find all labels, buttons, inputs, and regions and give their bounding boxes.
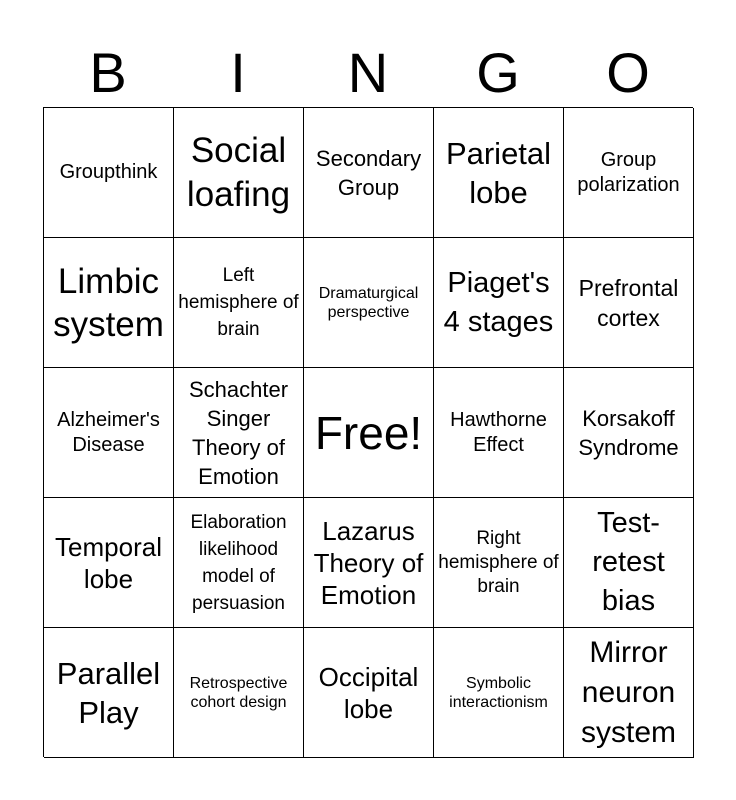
cell-text: Schachter Singer Theory of Emotion bbox=[188, 376, 289, 489]
bingo-cell bbox=[434, 368, 564, 498]
cell-text: Group polarization bbox=[577, 148, 680, 196]
cell-text: Hawthorne Effect bbox=[450, 408, 547, 456]
bingo-cell bbox=[174, 368, 304, 498]
bingo-card-grid bbox=[43, 107, 693, 757]
cell-text: Left hemisphere of brain bbox=[178, 265, 299, 340]
cell-text: Dramaturgical perspective bbox=[318, 284, 419, 321]
bingo-header bbox=[43, 40, 693, 106]
header-letter-i: I bbox=[230, 41, 246, 104]
bingo-cell bbox=[174, 628, 304, 758]
bingo-cell bbox=[44, 368, 174, 498]
bingo-cell bbox=[434, 628, 564, 758]
cell-text: Prefrontal cortex bbox=[578, 274, 679, 331]
cell-text: Symbolic interactionism bbox=[449, 674, 548, 711]
cell-text: Test-retest bias bbox=[592, 507, 665, 617]
bingo-cell bbox=[44, 628, 174, 758]
bingo-cell bbox=[44, 238, 174, 368]
bingo-cell bbox=[564, 238, 694, 368]
cell-text: Parallel Play bbox=[56, 655, 161, 730]
cell-text: Lazarus Theory of Emotion bbox=[313, 515, 424, 610]
cell-text: Piaget's 4 stages bbox=[443, 266, 554, 338]
bingo-cell bbox=[564, 628, 694, 758]
cell-text: Mirror neuron system bbox=[580, 635, 676, 749]
cell-text: Social loafing bbox=[186, 130, 291, 214]
bingo-cell bbox=[434, 108, 564, 238]
bingo-cell bbox=[434, 238, 564, 368]
bingo-cell bbox=[44, 498, 174, 628]
header-letter-o: O bbox=[606, 41, 650, 104]
header-letter-n: N bbox=[347, 41, 389, 104]
cell-text: Parietal lobe bbox=[445, 135, 552, 210]
cell-text: Occipital lobe bbox=[318, 661, 419, 724]
cell-text: Alzheimer's Disease bbox=[57, 408, 160, 456]
free-space-cell bbox=[304, 368, 434, 498]
cell-text: Temporal lobe bbox=[55, 531, 162, 594]
bingo-cell bbox=[304, 108, 434, 238]
bingo-cell bbox=[304, 498, 434, 628]
bingo-cell bbox=[434, 498, 564, 628]
header-letter-g: G bbox=[476, 41, 520, 104]
bingo-cell bbox=[564, 108, 694, 238]
bingo-cell bbox=[304, 238, 434, 368]
free-space-text: Free! bbox=[314, 406, 423, 459]
bingo-cell bbox=[174, 238, 304, 368]
bingo-cell bbox=[174, 498, 304, 628]
bingo-cell bbox=[304, 628, 434, 758]
bingo-cell bbox=[564, 368, 694, 498]
cell-text: Retrospective cohort design bbox=[189, 674, 288, 711]
cell-text: Elaboration likelihood model of persuasion bbox=[190, 511, 287, 614]
cell-text: Secondary Group bbox=[315, 145, 422, 200]
cell-text: Limbic system bbox=[53, 261, 164, 344]
cell-text: Korsakoff Syndrome bbox=[578, 405, 679, 460]
bingo-cell bbox=[174, 108, 304, 238]
bingo-cell bbox=[44, 108, 174, 238]
bingo-cell bbox=[564, 498, 694, 628]
header-letter-b: B bbox=[89, 41, 127, 104]
cell-text: Right hemisphere of brain bbox=[438, 527, 559, 597]
cell-text: Groupthink bbox=[59, 161, 158, 183]
